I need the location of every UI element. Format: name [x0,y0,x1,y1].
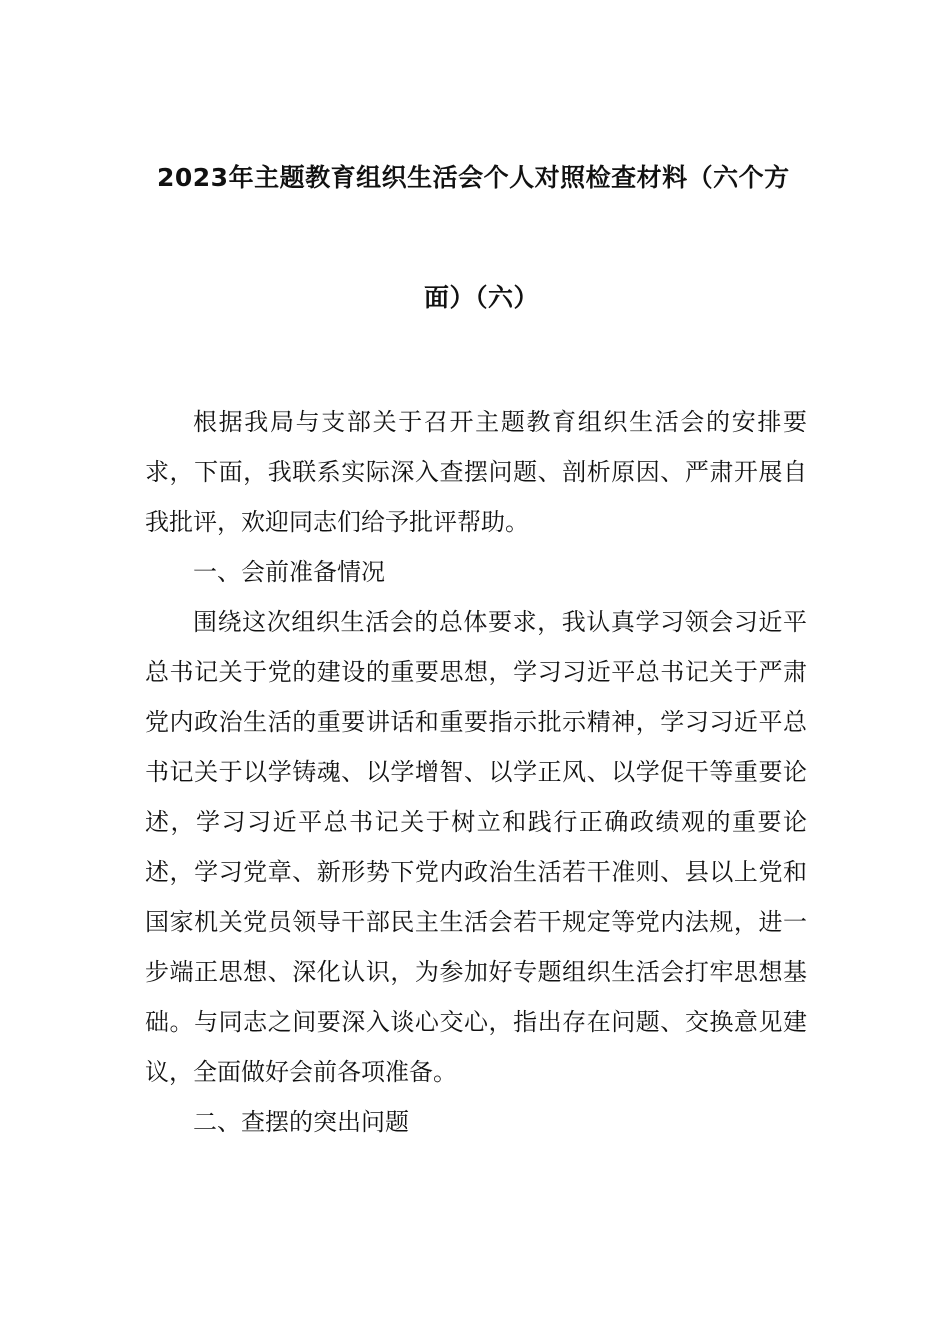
document-title-line-1: 2023年主题教育组织生活会个人对照检查材料（六个方 [157,163,790,192]
intro-paragraph: 根据我局与支部关于召开主题教育组织生活会的安排要求，下面，我联系实际深入查摆问题、剖析原因、严肃开展自我批评，欢迎同志们给予批评帮助。 [145,408,807,536]
preparation-paragraph: 围绕这次组织生活会的总体要求，我认真学习领会习近平总书记关于党的建设的重要思想，学习习近平总书记关于严肃党内政治生活的重要讲话和重要指示批示精神，学习习近平总书记关于以学铸魂、以学增智、以学正风、以学促干等重要论述，学习习近平总书记关于树立和践行正确政绩观的重要论述，学习党章、新形势下党内政治生活若干准则、县以上党和国家机关党员领导干部民主生活会若干规定等党内法规，进一步端正思想、深化认识，为参加好专题组织生活会打牢思想基础。与同志之间要深入谈心交心，指出存在问题、交换意见建议，全面做好会前各项准备。 [145,608,807,1086]
section-heading-preparation: 一、会前准备情况 [193,558,385,586]
section-heading-problems: 二、查摆的突出问题 [193,1108,409,1136]
document-body [145,397,807,1147]
document-title-line-2: 面）（六） [424,283,540,312]
